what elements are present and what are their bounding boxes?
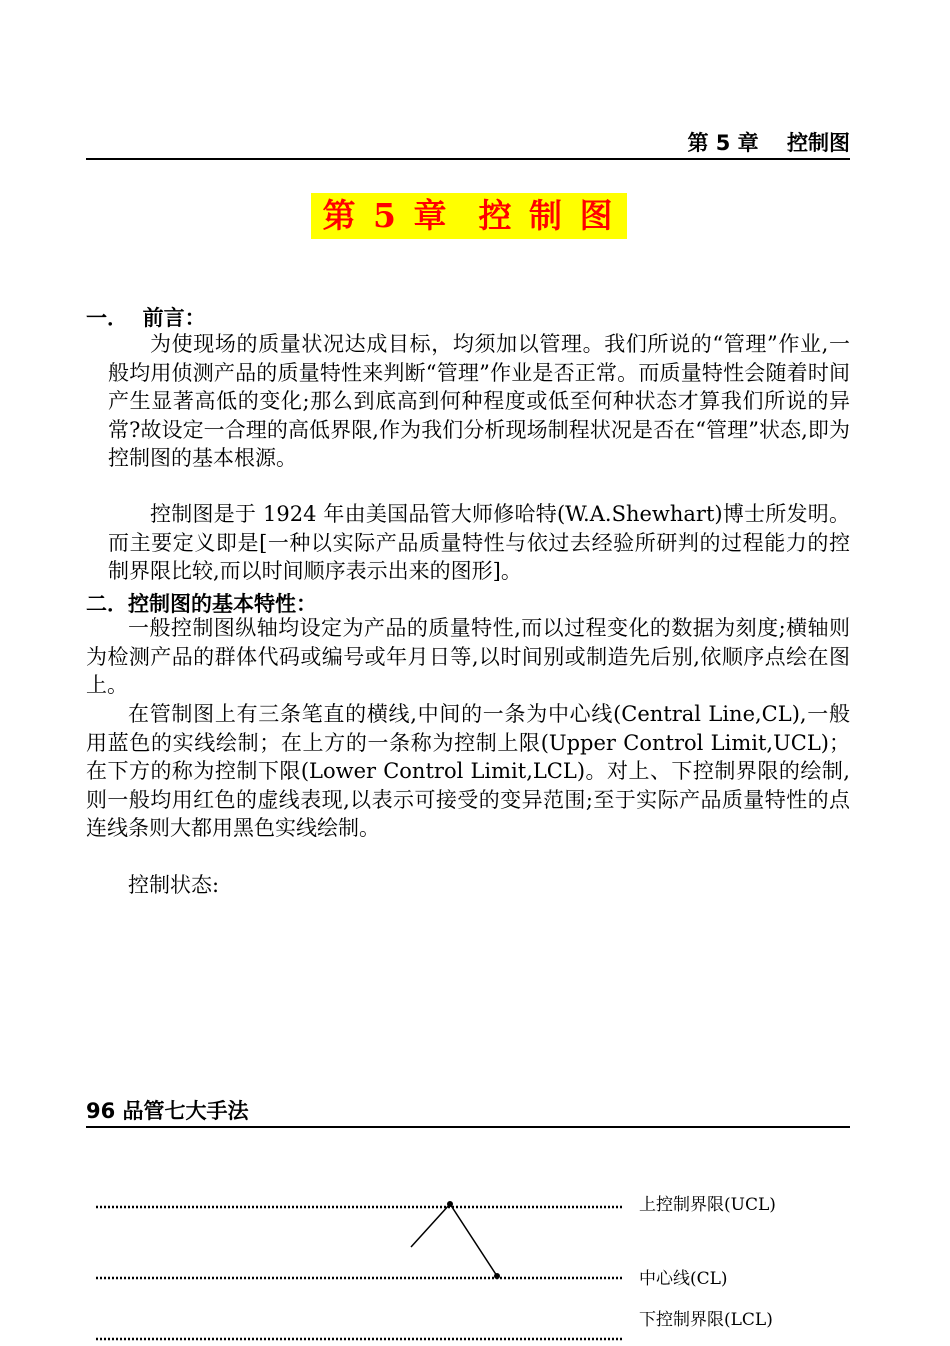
ucl-label: 上控制界限(UCL) (639, 1195, 776, 1215)
chapter-title: 第 5 章 控 制 图 (311, 193, 627, 239)
intro-paragraph-1: 为使现场的质量状况达成目标，均须加以管理。我们所说的“管理”作业,一般均用侦测产品的质量特性来判断“管理”作业是否正常。而质量特性会随着时间产生显著高低的变化;那么到底高到何种程度或低至何种状态才算我们所说的异常?故设定一合理的高低界限,作为我们分析现场制程状况是否在“管理”状态,即为控制图的基本根源。 (108, 332, 850, 470)
control-chart-svg (0, 1180, 950, 1342)
characteristics-paragraph-2: 在管制图上有三条笔直的横线,中间的一条为中心线(Central Line,CL),一般用蓝色的实线绘制；在上方的一条称为控制上限(Upper Control Limit,UCL)；在下方的称为控制下限(Lower Control Limit,LCL)。对上、下控制界限的绘制,则一般均用红色的虚线表现,以表示可接受的变异范围;至于实际产品质量特性的点连线条则大都用黑色实线绘制。 (86, 702, 850, 840)
characteristics-paragraph-1: 一般控制图纵轴均设定为产品的质量特性,而以过程变化的数据为刻度;横轴则为检测产品的群体代码或编号或年月日等,以时间别或制造先后别,依顺序点绘在图上。 (86, 616, 850, 697)
control-state-label: 控制状态: (128, 873, 220, 897)
intro-paragraph-2: 控制图是于 1924 年由美国品管大师修哈特(W.A.Shewhart)博士所发明。而主要定义即是[一种以实际产品质量特性与依过去经验所研判的过程能力的控制界限比较,而以时间顺序表示出来的图形]。 (108, 502, 850, 583)
section-heading-intro: 一． 前言： (86, 306, 206, 330)
running-header: 第 5 章 控制图 (86, 128, 850, 160)
data-point (494, 1273, 500, 1279)
data-point (447, 1201, 453, 1207)
cl-label: 中心线(CL) (639, 1269, 728, 1289)
page-footer: 96 品管七大手法 (86, 1096, 850, 1128)
control-chart-diagram (0, 1180, 950, 1342)
data-line (411, 1204, 497, 1276)
section-heading-characteristics: 二．控制图的基本特性： (86, 592, 317, 616)
lcl-label: 下控制界限(LCL) (639, 1310, 773, 1330)
